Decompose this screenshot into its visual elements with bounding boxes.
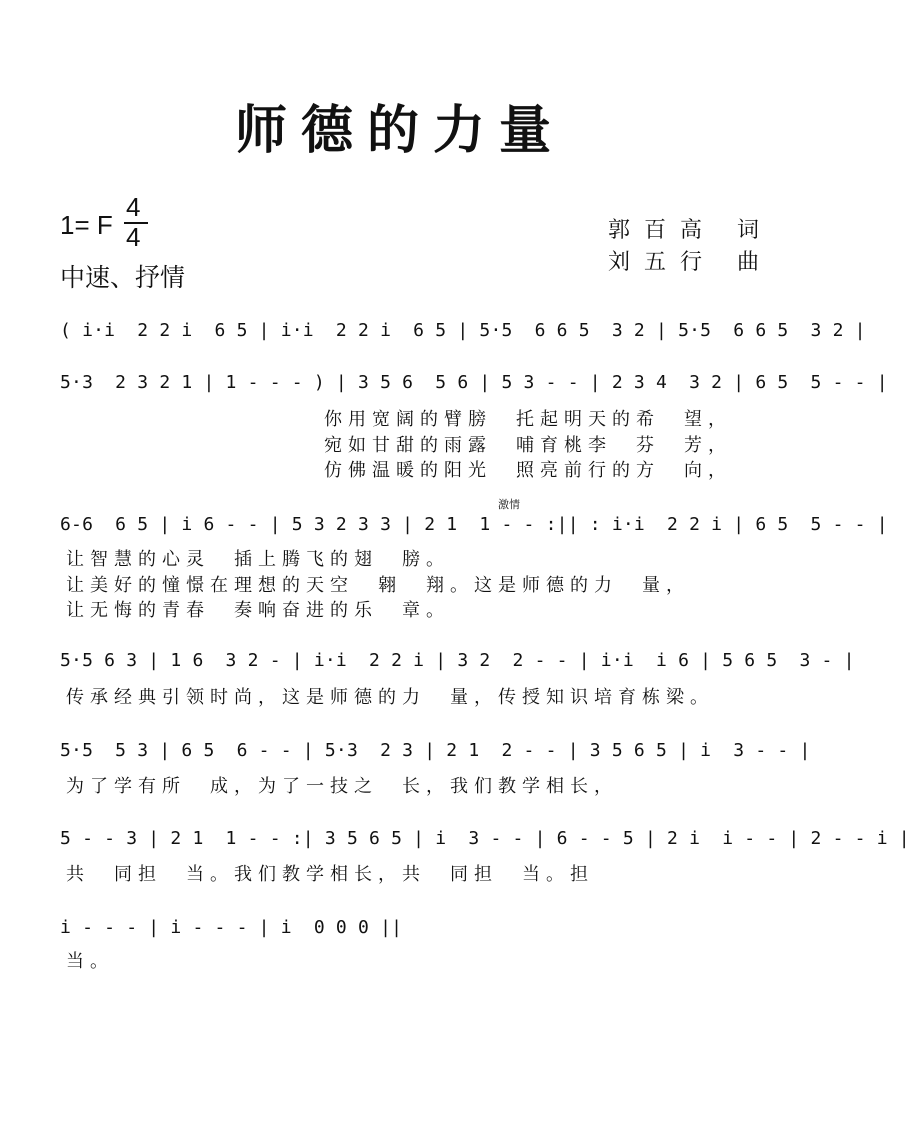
- lyric-line-3-verse-1: 让智慧的心灵 插上腾飞的翅 膀。: [66, 549, 450, 570]
- score-line-1: ( i·i 2 2 i 6 5 | i·i 2 2 i 6 5 | 5·5 6 6 5 3 2 | 5·5 6 6 5 3 2 |: [60, 320, 866, 341]
- tempo-marking: 中速、抒情: [60, 263, 186, 292]
- score-line-3: 6-6 6 5 | i 6 - - | 5 3 2 3 3 | 2 1 1 - - :|| : i·i 2 2 i | 6 5 5 - - |: [60, 514, 888, 535]
- time-signature-bottom: 4: [126, 222, 141, 252]
- time-signature-top: 4: [126, 192, 141, 222]
- lyricist-credit: 郭百高 词: [608, 218, 773, 243]
- lyric-line-3-verse-3: 让无悔的青春 奏响奋进的乐 章。: [66, 600, 450, 621]
- lyric-line-7: 当。: [66, 951, 114, 972]
- lyric-line-2-verse-2: 宛如甘甜的雨露 哺育桃李 芬 芳，: [324, 435, 732, 456]
- lyric-line-2-verse-1: 你用宽阔的臂膀 托起明天的希 望，: [324, 409, 732, 430]
- key-signature: 1= F: [60, 210, 113, 240]
- lyric-line-2-verse-3: 仿佛温暖的阳光 照亮前行的方 向，: [324, 460, 732, 481]
- composer-credit: 刘五行 曲: [608, 250, 773, 275]
- lyric-line-4: 传承经典引领时尚，这是师德的力 量，传授知识培育栋梁。: [66, 687, 714, 708]
- lyric-line-3-verse-2: 让美好的憧憬在理想的天空 翱 翔。这是师德的力 量，: [66, 575, 690, 596]
- score-line-5: 5·5 5 3 | 6 5 6 - - | 5·3 2 3 | 2 1 2 - - | 3 5 6 5 | i 3 - - |: [60, 740, 811, 761]
- score-line-6: 5 - - 3 | 2 1 1 - - :| 3 5 6 5 | i 3 - - | 6 - - 5 | 2 i i - - | 2 - - i |: [60, 828, 910, 849]
- page-title: 师德的力量: [234, 100, 565, 161]
- score-line-2: 5·3 2 3 2 1 | 1 - - - ) | 3 5 6 5 6 | 5 3 - - | 2 3 4 3 2 | 6 5 5 - - |: [60, 372, 888, 393]
- score-line-4: 5·5 6 3 | 1 6 3 2 - | i·i 2 2 i | 3 2 2 - - | i·i i 6 | 5 6 5 3 - |: [60, 650, 855, 671]
- lyric-line-5: 为了学有所 成，为了一技之 长，我们教学相长，: [66, 776, 618, 797]
- score-line-7: i - - - | i - - - | i 0 0 0 ||: [60, 917, 403, 938]
- lyric-line-6: 共 同担 当。我们教学相长，共 同担 当。担: [66, 864, 594, 885]
- expression-marking: 激情: [498, 498, 520, 511]
